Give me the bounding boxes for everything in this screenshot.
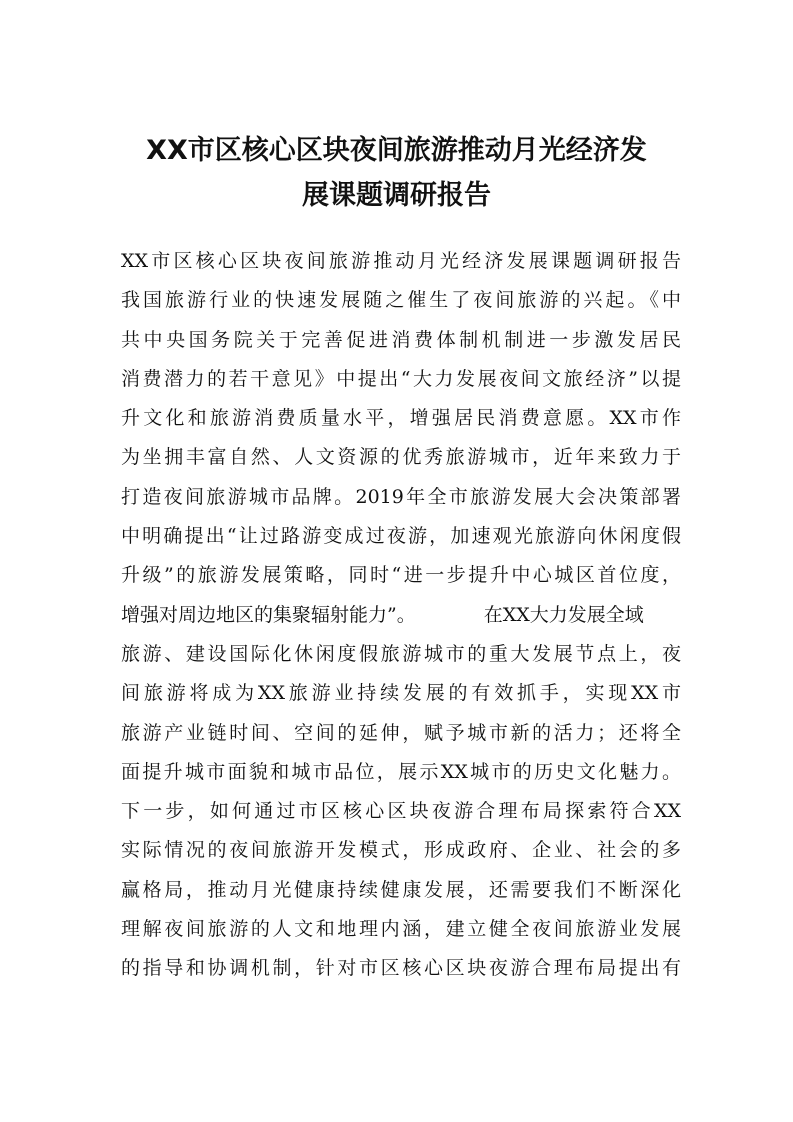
body-line: 消费潜力的若干意见》中提出“大力发展夜间文旅经济”以提 [121, 367, 681, 390]
body-line: 为坐拥丰富自然、人文资源的优秀旅游城市，近年来致力于 [121, 446, 681, 469]
body-line-paragraph-break [121, 596, 681, 635]
body-line: 赢格局，推动月光健康持续健康发展，还需要我们不断深化 [121, 878, 681, 901]
body-line: 升文化和旅游消费质量水平，增强居民消费意愿。XX市作 [121, 407, 681, 430]
body-line: 旅游、建设国际化休闲度假旅游城市的重大发展节点上，夜 [121, 642, 681, 665]
body-line: 理解夜间旅游的人文和地理内涵，建立健全夜间旅游业发展 [121, 918, 681, 941]
document-body [121, 242, 681, 989]
body-line: 共中央国务院关于完善促进消费体制机制进一步激发居民 [121, 328, 681, 351]
body-line: 旅游产业链时间、空间的延伸，赋予城市新的活力；还将全 [121, 721, 681, 744]
paragraph-start-text: 在XX大力发展全域 [483, 603, 644, 626]
document-title-line-2: 展课题调研报告 [302, 180, 491, 211]
body-line: 面提升城市面貌和城市品位，展示XX城市的历史文化魅力。 [121, 760, 681, 783]
body-line: 下一步，如何通过市区核心区块夜游合理布局探索符合XX [121, 800, 681, 823]
body-line: 实际情况的夜间旅游开发模式，形成政府、企业、社会的多 [121, 839, 681, 862]
document-title-line-1: XX市区核心区块夜间旅游推动月光经济发 [146, 135, 647, 166]
body-line: 间旅游将成为XX旅游业持续发展的有效抓手，实现XX市 [121, 682, 681, 705]
body-line: 的指导和协调机制，针对市区核心区块夜游合理布局提出有 [121, 957, 681, 980]
body-line: 我国旅游行业的快速发展随之催生了夜间旅游的兴起。《中 [121, 289, 681, 312]
body-line: 打造夜间旅游城市品牌。2019年全市旅游发展大会决策部署 [121, 485, 681, 508]
body-line: XX市区核心区块夜间旅游推动月光经济发展课题调研报告 [121, 250, 681, 272]
paragraph-end-text: 增强对周边地区的集聚辐射能力”。 [121, 603, 416, 626]
body-line: 升级”的旅游发展策略，同时“进一步提升中心城区首位度， [121, 564, 681, 587]
body-line: 中明确提出“让过路游变成过夜游，加速观光旅游向休闲度假 [121, 525, 681, 548]
